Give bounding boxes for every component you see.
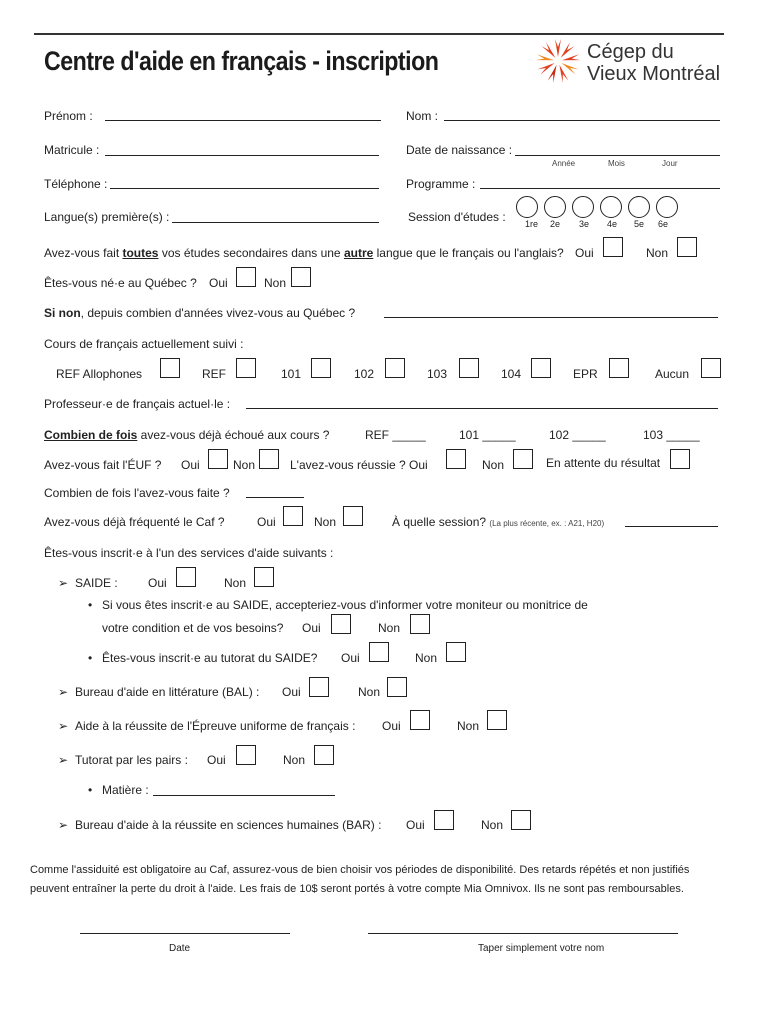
secondaire-non-label: Non [646,246,669,260]
arrow-bullet-icon: ➢ [58,753,69,767]
caf-session-question: À quelle session? (La plus récente, ex. : A21, H20) [392,515,605,529]
programme-label: Programme : [406,177,476,191]
secondaire-oui-label: Oui [575,246,594,260]
euf-reussie-question: L'avez-vous réussie ? Oui [290,458,428,472]
bullet-icon: • [88,598,93,612]
nom-signature-label: Taper simplement votre nom [478,943,605,954]
tutorat-oui-label: Oui [207,753,226,767]
quebec-question: Êtes-vous né·e au Québec ? [44,276,197,290]
bullet-icon: • [88,783,93,797]
saide-bullet2: Êtes-vous inscrit·e au tutorat du SAIDE? [102,651,318,665]
bal-oui-checkbox[interactable] [309,677,329,697]
session-1-label: 1re [525,219,539,229]
prenom-field[interactable] [105,120,381,121]
session-3-radio[interactable] [572,196,594,218]
bar-oui-label: Oui [406,818,425,832]
annees-question: Si non, depuis combien d'années vivez-vous au Québec ? [44,306,356,320]
arrow-bullet-icon: ➢ [58,719,69,733]
echecs-103-field[interactable]: 103 _____ [643,428,700,442]
session-label: Session d'études : [408,210,506,224]
bullet-icon: • [88,651,93,665]
aide-euf-label: Aide à la réussite de l'Épreuve uniforme de français : [75,719,356,733]
euf-oui-label: Oui [181,458,200,472]
cours-104-label: 104 [501,367,522,381]
saide-b2-non-checkbox[interactable] [446,642,466,662]
saide-bullet1-line2: votre condition et de vos besoins? [102,621,284,635]
cours-103-label: 103 [427,367,448,381]
saide-non-label: Non [224,576,247,590]
aide-euf-oui-label: Oui [382,719,401,733]
cours-101-label: 101 [281,367,302,381]
secondaire-oui-checkbox[interactable] [603,237,623,257]
session-2-label: 2e [550,219,561,229]
cours-102-label: 102 [354,367,375,381]
cegep-logo-icon [533,36,583,86]
bar-non-label: Non [481,818,504,832]
cours-label: Cours de français actuellement suivi : [44,337,244,351]
echecs-question: Combien de fois avez-vous déjà échoué aux cours ? [44,428,330,442]
cours-101-checkbox[interactable] [311,358,331,378]
secondaire-question: Avez-vous fait toutes vos études secondaires dans une autre langue que le français ou l'anglais? [44,246,564,260]
euf-non-label: Non [233,458,256,472]
saide-b2-non-label: Non [415,651,438,665]
bar-non-checkbox[interactable] [511,810,531,830]
saide-b1-oui-checkbox[interactable] [331,614,351,634]
logo-line-2: Vieux Montréal [587,63,721,85]
cours-ref-checkbox[interactable] [236,358,256,378]
cours-epr-label: EPR [573,367,598,381]
secondaire-non-checkbox[interactable] [677,237,697,257]
telephone-field[interactable] [110,188,379,189]
caf-question: Avez-vous déjà fréquenté le Caf ? [44,515,225,529]
session-2-radio[interactable] [544,196,566,218]
saide-label: SAIDE : [75,576,118,590]
annee-label: Année [552,159,576,168]
telephone-label: Téléphone : [44,177,108,191]
date-field[interactable] [80,933,290,934]
session-6-label: 6e [658,219,669,229]
caf-oui-checkbox[interactable] [283,506,303,526]
caf-non-checkbox[interactable] [343,506,363,526]
date-naissance-field[interactable] [515,155,720,156]
footer-notice-line1: Comme l'assiduité est obligatoire au Caf, assurez-vous de bien choisir vos périodes de disponibilité. Des retards répétés et non justifiés [30,864,690,876]
euf-question: Avez-vous fait l'ÉUF ? [44,458,162,472]
saide-non-checkbox[interactable] [254,567,274,587]
session-5-radio[interactable] [628,196,650,218]
quebec-non-label: Non [264,276,287,290]
professeur-label: Professeur·e de français actuel·le : [44,397,231,411]
session-4-radio[interactable] [600,196,622,218]
session-4-label: 4e [607,219,618,229]
date-label: Date [169,943,191,954]
matricule-field[interactable] [105,155,379,156]
tutorat-oui-checkbox[interactable] [236,745,256,765]
programme-field[interactable] [480,188,720,189]
euf-attente-label: En attente du résultat [546,456,661,470]
cours-104-checkbox[interactable] [531,358,551,378]
euf-fois-question: Combien de fois l'avez-vous faite ? [44,486,230,500]
saide-bullet1-line1: Si vous êtes inscrit·e au SAIDE, accepteriez-vous d'informer votre moniteur ou monitrice de [102,598,588,612]
cours-ref-allophones-label: REF Allophones [56,367,143,381]
euf-reussie-non-label: Non [482,458,505,472]
matiere-label: Matière : [102,783,149,797]
echecs-101-field[interactable]: 101 _____ [459,428,516,442]
saide-b1-non-label: Non [378,621,401,635]
prenom-label: Prénom : [44,109,93,123]
caf-oui-label: Oui [257,515,276,529]
nom-signature-field[interactable] [368,933,678,934]
langue-label: Langue(s) première(s) : [44,210,170,224]
caf-non-label: Non [314,515,337,529]
arrow-bullet-icon: ➢ [58,576,69,590]
nom-field[interactable] [444,120,720,121]
mois-label: Mois [608,159,625,168]
professeur-field[interactable] [246,408,718,409]
saide-b1-non-checkbox[interactable] [410,614,430,634]
tutorat-non-checkbox[interactable] [314,745,334,765]
euf-reussie-non-checkbox[interactable] [513,449,533,469]
session-3-label: 3e [579,219,590,229]
saide-b2-oui-label: Oui [341,651,360,665]
echecs-ref-field[interactable]: REF _____ [365,428,426,442]
bal-non-label: Non [358,685,381,699]
cours-ref-label: REF [202,367,226,381]
session-1-radio[interactable] [516,196,538,218]
logo-line-1: Cégep du [587,41,674,63]
bal-oui-label: Oui [282,685,301,699]
quebec-non-checkbox[interactable] [291,267,311,287]
euf-attente-checkbox[interactable] [670,449,690,469]
tutorat-label: Tutorat par les pairs : [75,753,188,767]
euf-reussie-oui-checkbox[interactable] [446,449,466,469]
euf-oui-checkbox[interactable] [208,449,228,469]
bal-label: Bureau d'aide en littérature (BAL) : [75,685,260,699]
langue-field[interactable] [172,222,379,223]
cours-ref-allophones-checkbox[interactable] [160,358,180,378]
footer-notice-line2: peuvent entraîner la perte du droit à l'aide. Les frais de 10$ seront portés à votre compte Mia Omnivox. Ils ne sont pas remboursables. [30,883,684,895]
session-5-label: 5e [634,219,645,229]
matricule-label: Matricule : [44,143,100,157]
saide-oui-checkbox[interactable] [176,567,196,587]
page-title: Centre d'aide en français - inscription [44,46,439,76]
aide-euf-non-checkbox[interactable] [487,710,507,730]
arrow-bullet-icon: ➢ [58,685,69,699]
tutorat-non-label: Non [283,753,306,767]
quebec-oui-label: Oui [209,276,228,290]
arrow-bullet-icon: ➢ [58,818,69,832]
saide-oui-label: Oui [148,576,167,590]
cours-epr-checkbox[interactable] [609,358,629,378]
saide-b1-oui-label: Oui [302,621,321,635]
cours-102-checkbox[interactable] [385,358,405,378]
aide-euf-non-label: Non [457,719,480,733]
saide-b2-oui-checkbox[interactable] [369,642,389,662]
logo-text [587,41,720,85]
echecs-102-field[interactable]: 102 _____ [549,428,606,442]
bar-label: Bureau d'aide à la réussite en sciences humaines (BAR) : [75,818,382,832]
annees-field[interactable] [384,317,718,318]
euf-fois-field[interactable] [246,497,304,498]
cours-aucun-label: Aucun [655,367,690,381]
services-question: Êtes-vous inscrit·e à l'un des services d'aide suivants : [44,546,334,560]
caf-session-field[interactable] [625,526,718,527]
aide-euf-oui-checkbox[interactable] [410,710,430,730]
quebec-oui-checkbox[interactable] [236,267,256,287]
nom-label: Nom : [406,109,439,123]
jour-label: Jour [662,159,678,168]
header-rule [34,33,724,35]
bal-non-checkbox[interactable] [387,677,407,697]
matiere-field[interactable] [153,795,335,796]
session-6-radio[interactable] [656,196,678,218]
date-naissance-label: Date de naissance : [406,143,513,157]
cours-103-checkbox[interactable] [459,358,479,378]
bar-oui-checkbox[interactable] [434,810,454,830]
euf-non-checkbox[interactable] [259,449,279,469]
cours-aucun-checkbox[interactable] [701,358,721,378]
